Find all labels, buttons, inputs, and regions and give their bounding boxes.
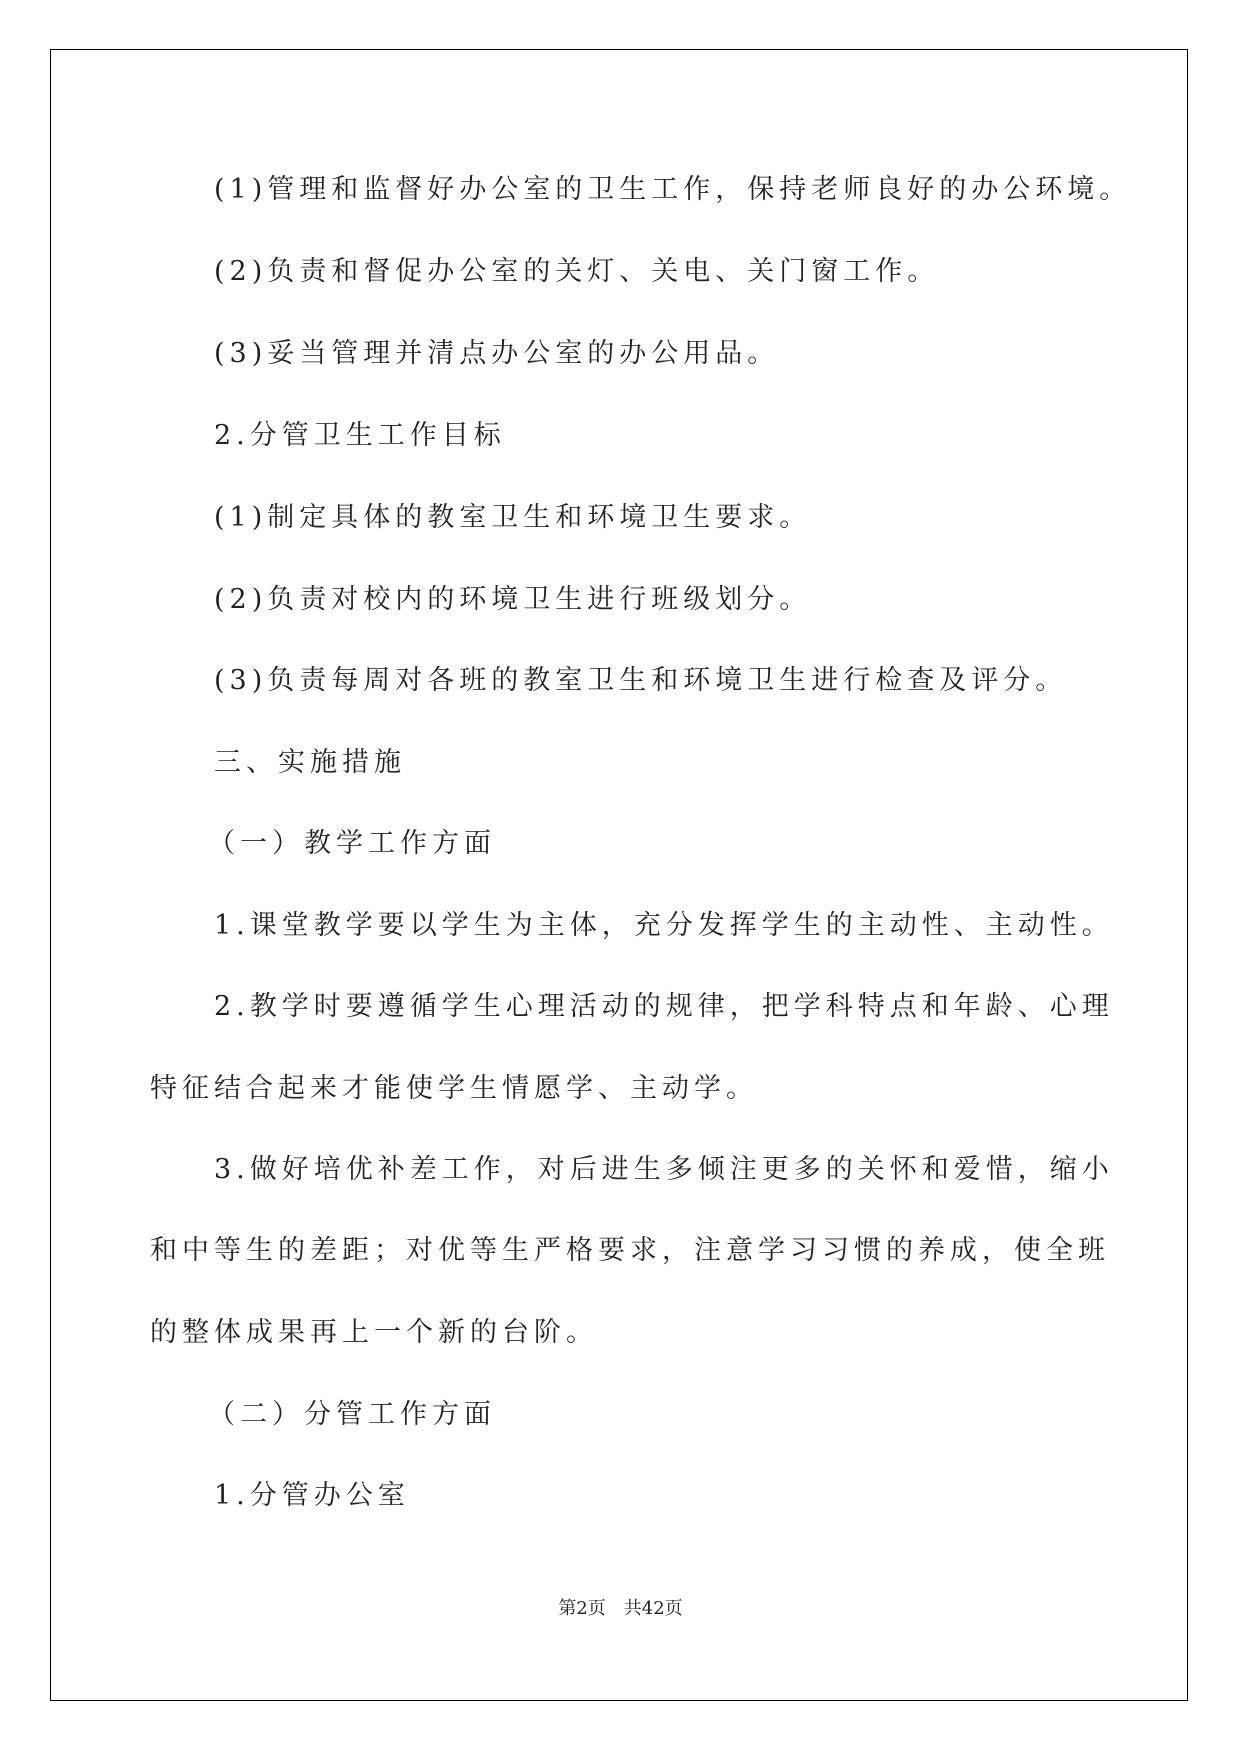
paragraph-line: (3)负责每周对各班的教室卫生和环境卫生进行检查及评分。 xyxy=(214,665,1068,696)
page-footer xyxy=(0,1594,1241,1620)
paragraph-line: 的整体成果再上一个新的台阶。 xyxy=(150,1317,598,1348)
paragraph-line: (3)妥当管理并清点办公室的办公用品。 xyxy=(214,338,780,369)
paragraph-line: 1.课堂教学要以学生为主体，充分发挥学生的主动性、主动性。 xyxy=(214,910,1114,941)
paragraph-line: 和中等生的差距；对优等生严格要求，注意学习习惯的养成，使全班 xyxy=(150,1235,1110,1266)
paragraph-line: 特征结合起来才能使学生情愿学、主动学。 xyxy=(150,1073,758,1104)
paragraph-line: (1)管理和监督好办公室的卫生工作，保持老师良好的办公环境。 xyxy=(214,174,1132,205)
paragraph-line: 3.做好培优补差工作，对后进生多倾注更多的关怀和爱惜，缩小 xyxy=(214,1154,1114,1185)
section-heading: 1.分管办公室 xyxy=(214,1480,410,1511)
paragraph-line: (2)负责和督促办公室的关灯、关电、关门窗工作。 xyxy=(214,256,940,287)
paragraph-line: 2.教学时要遵循学生心理活动的规律，把学科特点和年龄、心理 xyxy=(214,991,1114,1022)
page-number: 第2页 xyxy=(558,1598,606,1619)
subsection-heading: （一）教学工作方面 xyxy=(208,828,496,859)
paragraph-line: (2)负责对校内的环境卫生进行班级划分。 xyxy=(214,584,812,615)
page-total: 共42页 xyxy=(623,1598,683,1619)
paragraph-line: (1)制定具体的教室卫生和环境卫生要求。 xyxy=(214,502,812,533)
section-heading: 三、实施措施 xyxy=(214,747,406,778)
section-heading: 2.分管卫生工作目标 xyxy=(214,420,506,451)
subsection-heading: （二）分管工作方面 xyxy=(208,1399,496,1430)
